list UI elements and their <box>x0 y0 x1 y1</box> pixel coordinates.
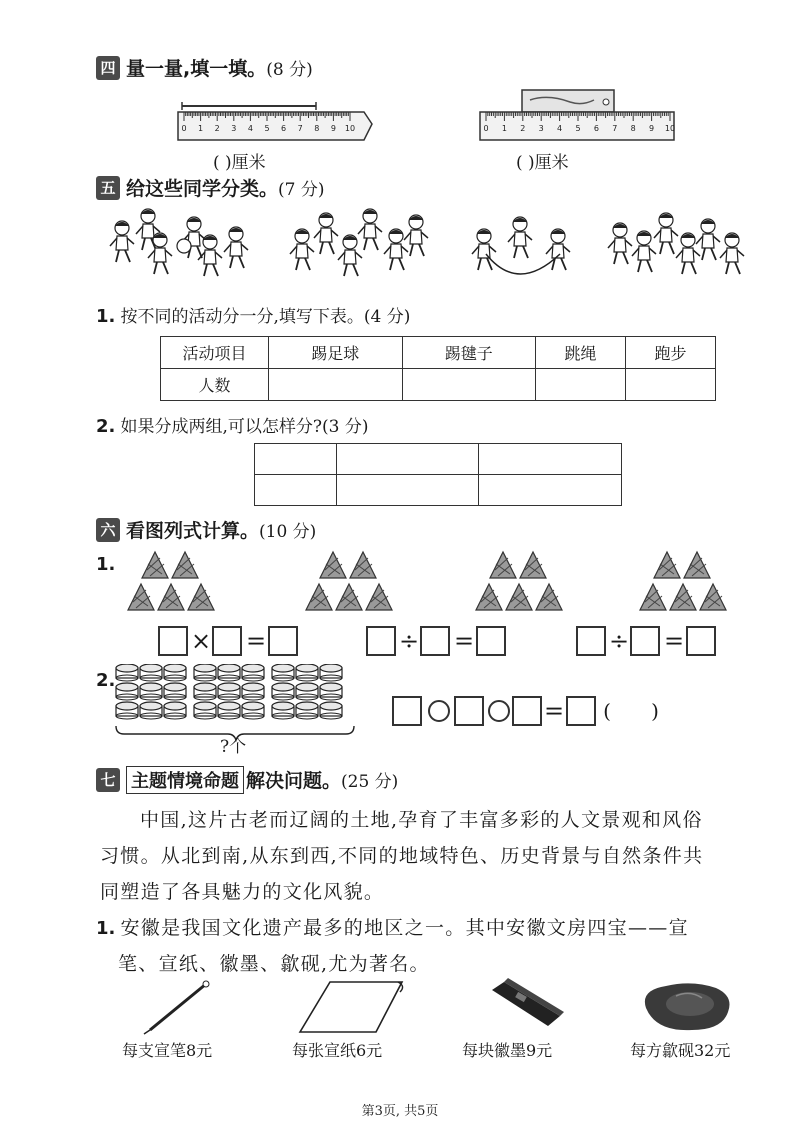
mooncake-icon <box>272 702 294 719</box>
zongzi-icon <box>320 552 346 578</box>
section-7-badge: 七 <box>96 768 120 792</box>
mooncake-icon <box>320 702 342 719</box>
ruler-tick-label: 2 <box>214 124 220 133</box>
section-6-title: 六 看图列式计算。(10 分) <box>96 516 316 543</box>
ruler-tick-label: 0 <box>181 124 187 133</box>
mooncake-icon <box>140 664 162 681</box>
zongzi-icon <box>336 584 362 610</box>
ruler-tick-label: 9 <box>649 124 655 133</box>
table-cell-input[interactable] <box>479 444 622 475</box>
mooncake-icon <box>218 664 240 681</box>
zongzi-icon <box>506 584 532 610</box>
mooncake-icon <box>296 683 318 700</box>
mooncake-icon <box>140 702 162 719</box>
mooncake-icon <box>218 683 240 700</box>
answer-box[interactable] <box>686 626 716 656</box>
table-cell-input[interactable] <box>269 369 403 401</box>
mooncake-icon <box>320 683 342 700</box>
mooncake-icon <box>116 683 138 700</box>
item-caption: 每方歙砚32元 <box>630 1041 731 1060</box>
soccer-ball-icon <box>177 239 191 253</box>
zongzi-icon <box>188 584 214 610</box>
running-kids-group <box>608 213 744 274</box>
zongzi-icon <box>536 584 562 610</box>
mooncake-icon <box>140 683 162 700</box>
answer-box[interactable] <box>268 626 298 656</box>
section-7-title: 七 主题情境命题 解决问题。(25 分) <box>96 766 398 794</box>
equals-sign: = <box>544 697 565 725</box>
ruler-tick-label: 2 <box>520 124 526 133</box>
section-7-q1-line-2: 笔、宣纸、徽墨、歙砚,尤为著名。 <box>118 953 430 975</box>
operator-circle[interactable] <box>488 700 510 722</box>
zongzi-icon <box>128 584 154 610</box>
divide-sign: ÷ <box>609 627 630 655</box>
ruler-tick-label: 10 <box>664 124 676 133</box>
ruler-tick-label: 10 <box>344 124 356 133</box>
section-6-q1-num: 1. <box>96 554 116 575</box>
child-figure <box>110 221 134 262</box>
soccer-kids-group <box>110 209 248 276</box>
section-5-q2: 2. 如果分成两组,可以怎样分?(3 分) <box>96 416 369 437</box>
ruler-tick-label: 7 <box>612 124 618 133</box>
zongzi-icon <box>640 584 666 610</box>
mooncake-icon <box>164 664 186 681</box>
mooncake-icon <box>272 664 294 681</box>
answer-box[interactable] <box>476 626 506 656</box>
mooncake-icon <box>218 702 240 719</box>
table-cell-input[interactable] <box>337 444 479 475</box>
answer-box[interactable] <box>576 626 606 656</box>
ruler-tick-label: 5 <box>575 124 581 133</box>
child-figure <box>696 219 720 260</box>
table-cell-input[interactable] <box>536 369 626 401</box>
ruler-tick-label: 3 <box>538 124 544 133</box>
multiply-sign: × <box>191 627 212 655</box>
child-figure <box>654 213 678 254</box>
child-figure <box>720 233 744 274</box>
operator-circle[interactable] <box>428 700 450 722</box>
question-label: ?个 <box>220 737 247 757</box>
intro-line-3: 同塑造了各具魅力的文化风貌。 <box>100 881 385 903</box>
zongzi-icon <box>670 584 696 610</box>
item-caption: 每张宣纸6元 <box>292 1041 383 1060</box>
mooncake-icon <box>116 702 138 719</box>
intro-line-1: 中国,这片古老而辽阔的土地,孕育了丰富多彩的人文景观和风俗 <box>140 809 703 831</box>
jump-rope <box>486 254 560 274</box>
answer-box[interactable] <box>630 626 660 656</box>
zongzi-icon <box>684 552 710 578</box>
zongzi-icon <box>172 552 198 578</box>
divide-sign: ÷ <box>399 627 420 655</box>
section-6-badge: 六 <box>96 518 120 542</box>
mooncake-icon <box>296 702 318 719</box>
ink-stick-icon <box>486 976 566 1036</box>
section-4-title: 四 量一量,填一填。(8 分) <box>96 54 313 81</box>
child-figure <box>290 229 314 270</box>
child-figure <box>546 229 570 270</box>
mooncake-icon <box>272 683 294 700</box>
section-5-badge: 五 <box>96 176 120 200</box>
zongzi-icon <box>158 584 184 610</box>
ruler-with-line <box>176 100 376 144</box>
theme-tag: 主题情境命题 <box>126 766 244 794</box>
brush-icon <box>140 976 220 1036</box>
child-figure <box>608 223 632 264</box>
inkstone-icon <box>636 978 736 1036</box>
item-caption: 每块徽墨9元 <box>462 1041 553 1060</box>
table-header: 跑步 <box>626 337 716 369</box>
ruler-tick-label: 1 <box>198 124 204 133</box>
table-cell-input[interactable] <box>255 475 337 506</box>
table-header: 跳绳 <box>536 337 626 369</box>
child-figure <box>472 229 496 270</box>
answer-box[interactable] <box>392 696 422 726</box>
page-footer: 第3页, 共5页 <box>361 1104 439 1119</box>
ruler-tick-label: 0 <box>483 124 489 133</box>
ruler-tick-label: 3 <box>231 124 237 133</box>
child-figure <box>676 233 700 274</box>
mooncake-icon <box>242 683 264 700</box>
table-header: 踢足球 <box>269 337 403 369</box>
item-caption: 每支宣笔8元 <box>122 1041 213 1060</box>
child-figure <box>314 213 338 254</box>
table-cell-input[interactable] <box>402 369 536 401</box>
kids-illustration <box>104 208 760 288</box>
answer-box[interactable] <box>158 626 188 656</box>
zongzi-icon <box>366 584 392 610</box>
mooncake-icon <box>194 664 216 681</box>
zongzi-icon <box>350 552 376 578</box>
ruler-tick-label: 4 <box>557 124 563 133</box>
ruler-with-eraser <box>478 84 688 144</box>
answer-box[interactable] <box>366 626 396 656</box>
section-5-q1: 1. 按不同的活动分一分,填写下表。(4 分) <box>96 306 411 327</box>
grouping-table <box>254 443 622 506</box>
zongzi-icon <box>142 552 168 578</box>
mooncake-icon <box>242 702 264 719</box>
child-figure <box>508 217 532 258</box>
child-figure <box>224 227 248 268</box>
equals-sign: = <box>246 627 267 655</box>
zongzi-icon <box>700 584 726 610</box>
answer-blank-1[interactable]: ( )厘米 <box>213 153 266 173</box>
answer-blank-2[interactable]: ( )厘米 <box>516 153 569 173</box>
paren-open: ( <box>603 699 611 723</box>
zongzi-icon <box>520 552 546 578</box>
answer-box[interactable] <box>566 696 596 726</box>
table-row-label: 人数 <box>161 369 269 401</box>
paper-icon <box>294 976 410 1038</box>
jump-rope-kids-group <box>472 217 570 274</box>
table-header: 活动项目 <box>161 337 269 369</box>
section-6-q2-num: 2. <box>96 670 116 691</box>
activity-table <box>160 336 716 401</box>
zongzi-icon <box>306 584 332 610</box>
answer-box[interactable] <box>420 626 450 656</box>
table-header: 踢毽子 <box>402 337 536 369</box>
equals-sign: = <box>454 627 475 655</box>
ruler-tick-label: 5 <box>264 124 270 133</box>
answer-box[interactable] <box>454 696 484 726</box>
ruler-tick-label: 1 <box>501 124 507 133</box>
mooncake-icon <box>116 664 138 681</box>
child-figure <box>632 231 656 272</box>
ruler-tick-label: 6 <box>281 124 287 133</box>
mooncake-icon <box>242 664 264 681</box>
section-7-q1: 1. 安徽是我国文化遗产最多的地区之一。其中安徽文房四宝——宣 <box>96 917 689 939</box>
table-cell-input[interactable] <box>255 444 337 475</box>
ruler-tick-label: 9 <box>330 124 336 133</box>
table-cell-input[interactable] <box>626 369 716 401</box>
child-figure <box>338 235 362 276</box>
mooncake-icon <box>194 683 216 700</box>
shuttlecock-kids-group <box>290 209 428 276</box>
zongzi-icon <box>654 552 680 578</box>
answer-box[interactable] <box>512 696 542 726</box>
mooncake-icon <box>320 664 342 681</box>
zongzi-icon <box>476 584 502 610</box>
ruler-tick-label: 4 <box>247 124 253 133</box>
ruler-tick-label: 7 <box>297 124 303 133</box>
mooncake-icon <box>296 664 318 681</box>
equals-sign: = <box>664 627 685 655</box>
child-figure <box>198 235 222 276</box>
mooncake-icon <box>164 683 186 700</box>
intro-line-2: 习惯。从北到南,从东到西,不同的地域特色、历史背景与自然条件共 <box>100 845 704 867</box>
section-5-title: 五 给这些同学分类。(7 分) <box>96 174 325 201</box>
child-figure <box>358 209 382 250</box>
table-cell-input[interactable] <box>337 475 479 506</box>
ruler-tick-label: 8 <box>314 124 320 133</box>
child-figure <box>384 229 408 270</box>
zongzi-illustration <box>120 548 740 618</box>
zongzi-icon <box>490 552 516 578</box>
mooncake-icon <box>194 702 216 719</box>
ruler-tick-label: 8 <box>630 124 636 133</box>
child-figure <box>404 215 428 256</box>
answer-box[interactable] <box>212 626 242 656</box>
ruler-tick-label: 6 <box>593 124 599 133</box>
section-4-badge: 四 <box>96 56 120 80</box>
table-cell-input[interactable] <box>479 475 622 506</box>
mooncake-icon <box>164 702 186 719</box>
paren-close: ) <box>651 699 659 723</box>
